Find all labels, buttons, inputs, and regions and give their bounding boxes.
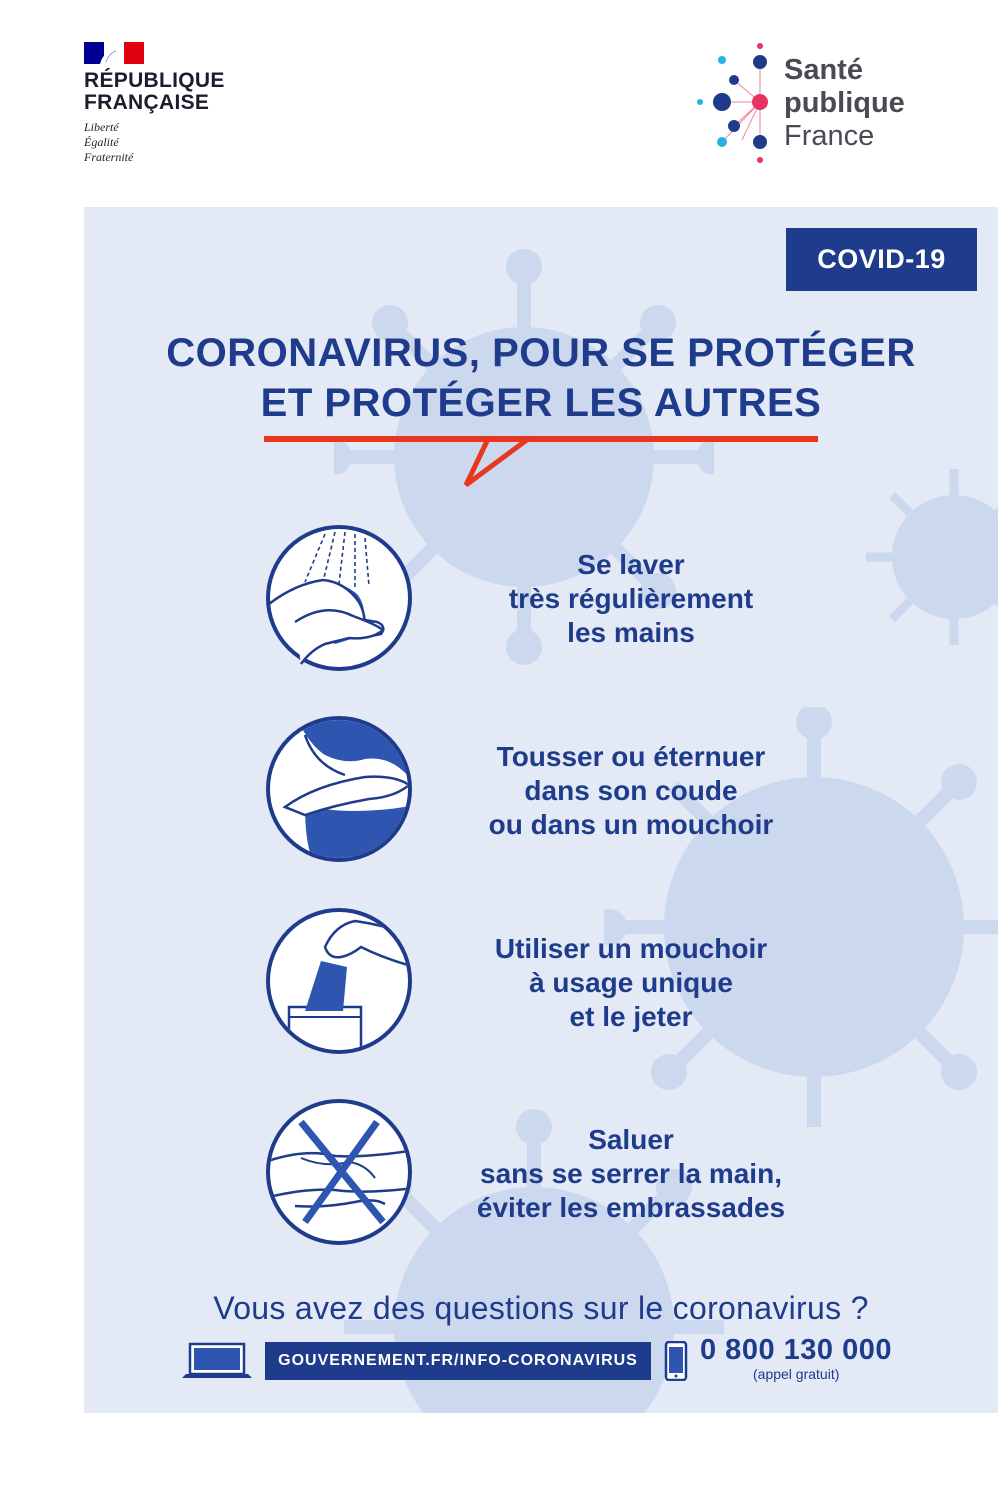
spf-line-publique: publique	[784, 87, 905, 119]
step-1-line2: très régulièrement	[508, 583, 754, 614]
rf-name-line1: RÉPUBLIQUE	[84, 69, 225, 92]
rf-motto-liberte: Liberté	[84, 120, 119, 134]
step-4-line2: sans se serrer la main,	[480, 1158, 782, 1189]
laptop-icon	[180, 1342, 254, 1382]
marianne-flag-icon	[84, 42, 144, 64]
no-handshake-icon	[265, 1098, 413, 1246]
cough-in-elbow-icon	[265, 715, 413, 863]
rf-motto-egalite: Égalité	[84, 135, 119, 149]
step-2-line1: Tousser ou éternuer	[496, 741, 766, 772]
info-coronavirus-link[interactable]: GOUVERNEMENT.FR/INFO-CORONAVIRUS	[265, 1342, 651, 1380]
spf-molecule-icon	[694, 40, 784, 170]
phone-note: (appel gratuit)	[753, 1366, 840, 1382]
spf-line-sante: Santé	[784, 54, 863, 86]
step-2-line2: dans son coude	[524, 775, 738, 806]
page-title	[84, 328, 998, 428]
covid-19-badge: COVID-19	[786, 228, 977, 291]
step-2-line3: ou dans un mouchoir	[488, 809, 774, 840]
title-line1: CORONAVIRUS, POUR SE PROTÉGER	[166, 331, 916, 375]
step-3-line1: Utiliser un mouchoir	[494, 933, 768, 964]
step-1-text	[456, 548, 806, 650]
spf-line-france: France	[784, 120, 875, 152]
step-4-line1: Saluer	[588, 1124, 674, 1155]
mobile-phone-icon	[664, 1341, 688, 1381]
step-4-line3: éviter les embrassades	[476, 1192, 786, 1223]
step-1-line1: Se laver	[577, 549, 685, 580]
rf-name-line2: FRANÇAISE	[84, 91, 210, 114]
phone-number[interactable]: 0 800 130 000	[700, 1334, 892, 1366]
step-3-line3: et le jeter	[569, 1001, 693, 1032]
hand-washing-icon	[265, 524, 413, 672]
title-line2: ET PROTÉGER LES AUTRES	[260, 381, 822, 425]
sante-publique-france-logo	[694, 40, 924, 170]
step-3-text	[456, 932, 806, 1034]
questions-heading: Vous avez des questions sur le coronavirus ?	[213, 1290, 869, 1326]
tissue-bin-icon	[265, 907, 413, 1055]
speech-bubble-underline-icon	[260, 430, 830, 500]
step-4-text	[456, 1123, 806, 1225]
virus-background-icon-small	[854, 457, 998, 657]
step-3-line2: à usage unique	[529, 967, 733, 998]
step-1-line3: les mains	[567, 617, 695, 648]
step-2-text	[456, 740, 806, 842]
rf-motto-fraternite: Fraternité	[84, 150, 134, 164]
republique-francaise-logo	[84, 42, 244, 165]
